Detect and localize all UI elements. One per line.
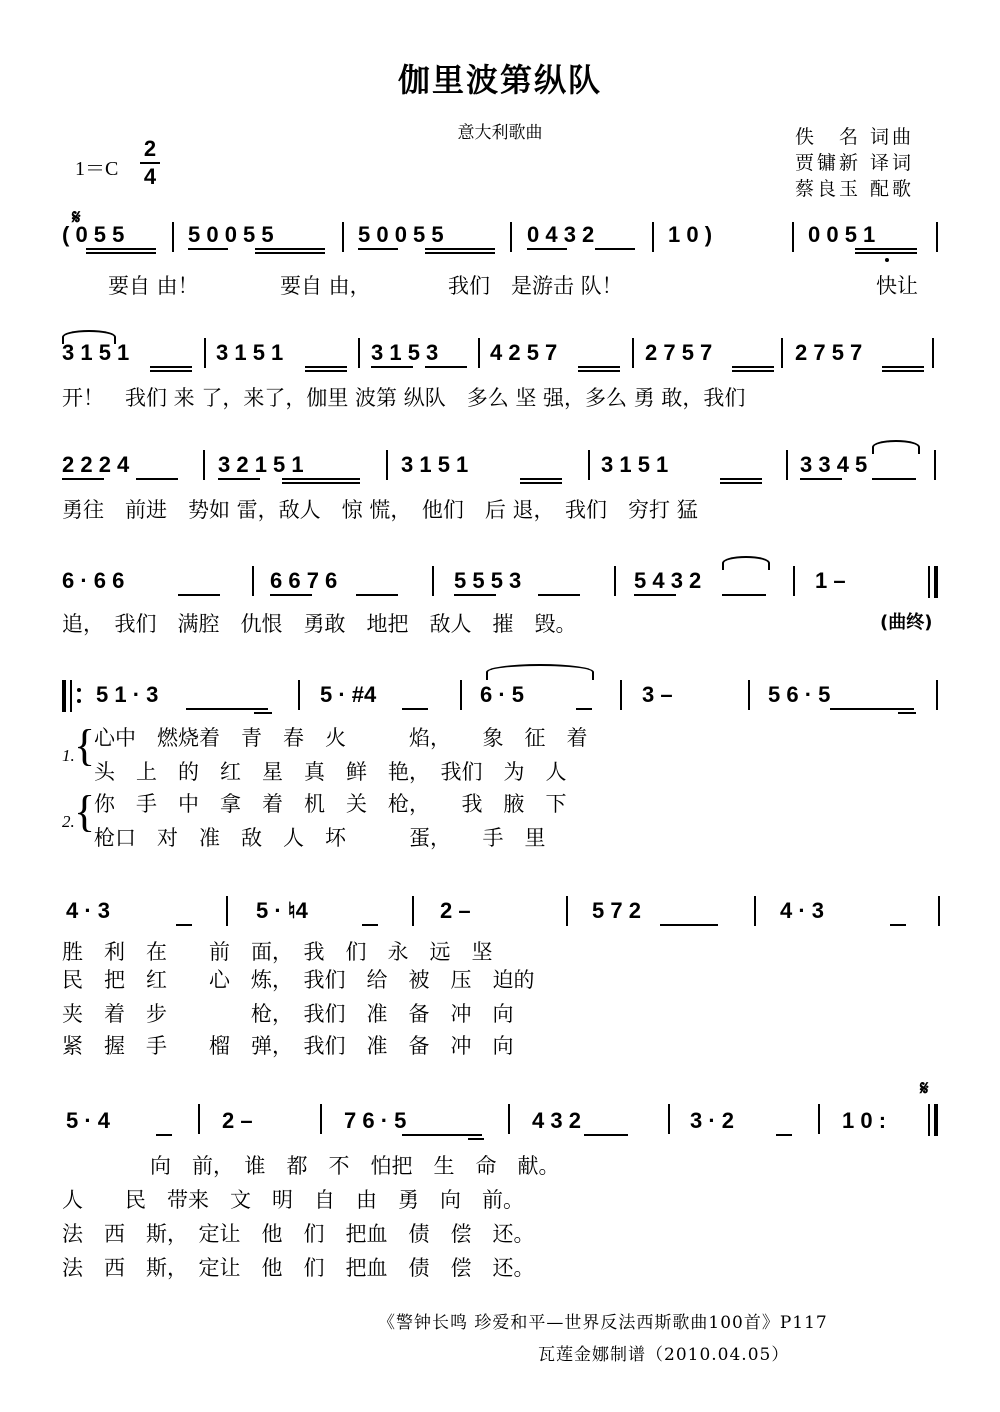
row6-lyric-line-3: 夹 着 步 枪， 我们 准 备 冲 向 [62, 1002, 514, 1026]
row5-bar3: 6 · 5 [480, 682, 525, 707]
row6-lyric-line-2: 民 把 红 心 炼， 我们 给 被 压 迫的 [62, 968, 535, 992]
row2-bar2: 3 1 5 1 [216, 340, 284, 365]
row7-bar2: 2 – [222, 1108, 253, 1133]
credit-arrangement: 蔡良玉 配歌 [795, 178, 915, 200]
row7-bar5: 3 · 2 [690, 1108, 735, 1133]
row5-bar1: 5 1 · 3 [96, 682, 159, 707]
row6-bar1: 4 · 3 [66, 898, 111, 923]
row6-lyric-line-4: 紧 握 手 榴 弹， 我们 准 备 冲 向 [62, 1034, 514, 1058]
row5-bar5: 5 6 · 5 [768, 682, 831, 707]
credit-translation: 贾镛新 译词 [795, 152, 915, 174]
row5-bar4: 3 – [642, 682, 673, 707]
meter-bottom: 4 [143, 164, 157, 189]
row1-bar6: 0 0 5 1 [808, 222, 876, 247]
row1-bar5: 1 0 ) [668, 222, 713, 247]
verse-2-line-1: 你 手 中 拿 着 机 关 枪， 我 腋 下 [94, 792, 567, 816]
row6-bar4: 5 7 2 [592, 898, 641, 923]
row1-bar2: 5 0 0 5 5 [188, 222, 274, 247]
segno-sign-end: 𝄋 [920, 1076, 929, 1100]
source-citation: 《警钟长鸣 珍爱和平—世界反法西斯歌曲100首》P117 [378, 1313, 828, 1333]
row2-bar5: 2 7 5 7 [645, 340, 713, 365]
row2-bar6: 2 7 5 7 [795, 340, 863, 365]
row4-bar3: 5 5 5 3 [454, 568, 522, 593]
row4-bar1: 6 · 6 6 [62, 568, 125, 593]
row1-notes [62, 222, 124, 248]
verse-1-line-1: 心中 燃烧着 青 春 火 焰， 象 征 着 [94, 726, 588, 750]
row3-bar2: 3 2 1 5 1 [218, 452, 304, 477]
row6-bar5: 4 · 3 [780, 898, 825, 923]
credit-lyrics-music: 佚 名 词曲 [795, 126, 915, 148]
row2-bar4: 4 2 5 7 [490, 340, 558, 365]
row3-bar5: 3 3 4 5 [800, 452, 868, 477]
row4-bar5: 1 – [815, 568, 846, 593]
song-subtitle: 意大利歌曲 [457, 123, 543, 143]
row1-bar4: 0 4 3 2 [527, 222, 595, 247]
verse-2-brace: { [74, 787, 96, 836]
verse-2-line-2: 枪口 对 准 敌 人 坏 蛋， 手 里 [94, 826, 546, 850]
row3-bar1: 2 2 2 4 [62, 452, 130, 477]
row2-lyrics: 开！ 我们 来 了，来了，伽里 波第 纵队 多么 坚 强，多么 勇 敢，我们 [62, 386, 746, 410]
row2-bar3: 3 1 5 3 [371, 340, 439, 365]
row1-lyric-4: 快让 [876, 274, 918, 298]
row4-lyrics: 追， 我们 满腔 仇恨 勇敢 地把 敌人 摧 毁。 [62, 612, 577, 636]
row2-bar1: 3 1 5 1 [62, 340, 130, 365]
row1-lyric-3: 我们 是游击 队！ [448, 274, 623, 298]
row5-bar2: 5 · #4 [320, 682, 377, 707]
row7-lyric-line-4: 法 西 斯， 定让 他 们 把血 债 偿 还。 [62, 1256, 535, 1280]
verse-1-brace: { [74, 721, 96, 770]
row4-bar4: 5 4 3 2 [634, 568, 702, 593]
row7-bar1: 5 · 4 [66, 1108, 111, 1133]
row3-bar3: 3 1 5 1 [401, 452, 469, 477]
time-signature [140, 137, 160, 189]
verse-1-line-2: 头 上 的 红 星 真 鲜 艳， 我们 为 人 [94, 760, 567, 784]
verse-2-number: 2. [62, 812, 75, 831]
score-maker: 瓦莲金娜制谱（2010.04.05） [538, 1345, 790, 1365]
song-title: 伽里波第纵队 [397, 61, 602, 99]
row6-bar3: 2 – [440, 898, 471, 923]
segno-sign-start: 𝄋 [72, 205, 81, 229]
row4-bar2: 6 6 7 6 [270, 568, 338, 593]
row6-bar2: 5 · ♮4 [256, 898, 308, 923]
row7-bar4: 4 3 2 [532, 1108, 581, 1133]
row1-lyric-2: 要自 由， [280, 274, 371, 298]
row7-bar6: 1 0 : [842, 1108, 887, 1133]
verse-1-number: 1. [62, 746, 75, 765]
row1-bar3: 5 0 0 5 5 [358, 222, 444, 247]
row7-lyric-line-2: 人 民 带来 文 明 自 由 勇 向 前。 [62, 1188, 524, 1212]
row3-lyrics: 勇往 前进 势如 雷，敌人 惊 慌， 他们 后 退， 我们 穷打 猛 [62, 498, 698, 522]
row7-bar3: 7 6 · 5 [344, 1108, 407, 1133]
row1-bar1: ( 0 5 5 [62, 222, 125, 247]
row1-lyric-1: 要自 由！ [108, 274, 199, 298]
key-signature: 1＝C [75, 158, 119, 180]
row3-bar4: 3 1 5 1 [601, 452, 669, 477]
row7-lyric-line-3: 法 西 斯， 定让 他 们 把血 债 偿 还。 [62, 1222, 535, 1246]
end-mark: (曲终) [880, 612, 933, 633]
row6-lyric-line-1: 胜 利 在 前 面， 我 们 永 远 坚 [62, 940, 493, 964]
row7-lyric-line-1: 向 前， 谁 都 不 怕把 生 命 献。 [150, 1154, 560, 1178]
meter-top: 2 [143, 136, 157, 161]
